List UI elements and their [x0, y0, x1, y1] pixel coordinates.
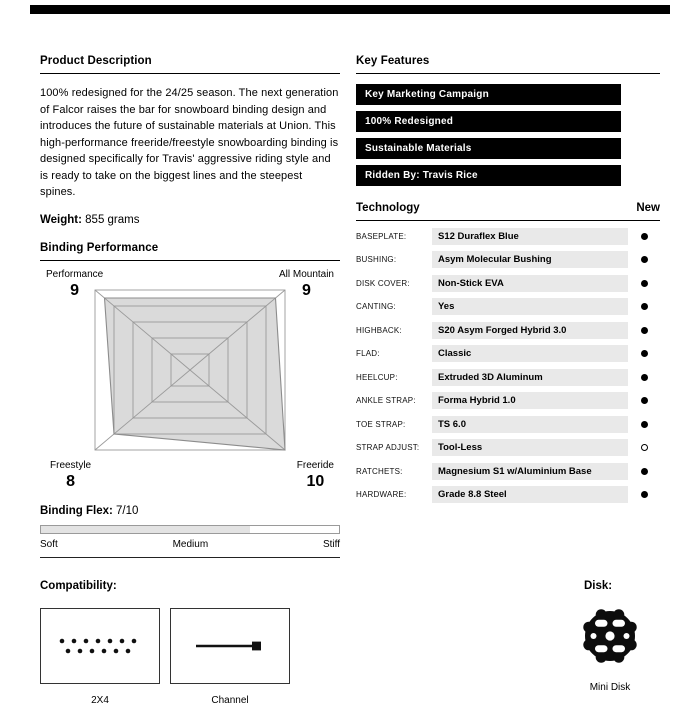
feature-bar: Key Marketing Campaign	[356, 84, 621, 105]
radar-axis-freeride	[297, 460, 334, 491]
tech-row	[356, 463, 660, 480]
new-dot-filled-icon	[628, 280, 660, 287]
tech-row	[356, 228, 660, 245]
left-column	[40, 55, 340, 558]
tech-row-label: STRAP ADJUST:	[356, 443, 420, 452]
tech-row-label: HEELCUP:	[356, 372, 398, 382]
feature-bar: Sustainable Materials	[356, 138, 621, 159]
tech-row-value: Classic	[432, 345, 628, 362]
technology-table	[356, 228, 660, 504]
new-dot-filled-icon	[628, 327, 660, 334]
compat-labels	[40, 695, 290, 706]
new-dot-hollow-icon	[628, 444, 660, 451]
technology-heading: Technology	[356, 202, 420, 214]
compatibility-heading: Compatibility:	[40, 579, 117, 592]
axis-label: All Mountain	[278, 268, 334, 280]
key-features-heading: Key Features	[356, 55, 660, 74]
new-dot-filled-icon	[628, 374, 660, 381]
flex-meter	[40, 525, 340, 534]
tech-row-value: S20 Asym Forged Hybrid 3.0	[432, 322, 628, 339]
tech-row-value: Tool-Less	[432, 439, 628, 456]
flex-bar-fill	[41, 526, 250, 533]
tech-row	[356, 486, 660, 503]
new-column-heading: New	[636, 202, 660, 214]
tech-row-value: Magnesium S1 w/Aluminium Base	[432, 463, 628, 480]
tech-row	[356, 392, 660, 409]
tech-row	[356, 275, 660, 292]
radar-chart	[40, 269, 340, 491]
radar-axis-performance	[46, 269, 103, 300]
technology-heading-row	[356, 202, 660, 221]
binding-flex-line	[40, 505, 340, 517]
mini-disk-icon	[560, 606, 660, 671]
axis-label: Freestyle	[50, 459, 92, 471]
radar-axis-freestyle	[50, 460, 91, 491]
tech-row	[356, 298, 660, 315]
weight-value: 855 grams	[81, 213, 140, 226]
tech-row-value: Yes	[432, 298, 628, 315]
tech-row-label: HIGHBACK:	[356, 325, 402, 335]
bottom-section	[40, 580, 660, 706]
flex-scale-soft: Soft	[40, 538, 58, 550]
compat-box-channel	[170, 608, 290, 684]
tech-row-label: HARDWARE:	[356, 490, 407, 499]
compat-label-2x4: 2X4	[91, 694, 109, 706]
new-dot-filled-icon	[628, 491, 660, 498]
radar-chart-svg	[90, 285, 290, 455]
axis-value: 9	[302, 281, 311, 299]
weight-label: Weight:	[40, 213, 82, 226]
tech-row	[356, 439, 660, 456]
axis-label: Freeride	[296, 459, 334, 471]
new-dot-filled-icon	[628, 350, 660, 357]
axis-value: 10	[306, 472, 325, 490]
channel-icon	[190, 638, 270, 654]
new-dot-filled-icon	[628, 233, 660, 240]
axis-value: 9	[70, 281, 80, 299]
disk-block	[560, 580, 660, 706]
tech-row-value: Extruded 3D Aluminum	[432, 369, 628, 386]
tech-row	[356, 322, 660, 339]
product-description-heading: Product Description	[40, 55, 340, 74]
tech-row-value: Forma Hybrid 1.0	[432, 392, 628, 409]
radar-axis-all-mountain	[279, 269, 334, 300]
tech-row-label: BASEPLATE:	[356, 231, 407, 241]
disk-heading: Disk:	[584, 579, 613, 592]
tech-row-label: TOE STRAP:	[356, 419, 406, 429]
binding-flex-value: 7/10	[112, 504, 139, 517]
tech-row-label: DISK COVER:	[356, 278, 410, 288]
binding-performance-heading: Binding Performance	[40, 242, 340, 261]
feature-bar: 100% Redesigned	[356, 111, 621, 132]
new-dot-filled-icon	[628, 256, 660, 263]
flex-scale-stiff: Stiff	[322, 538, 340, 550]
tech-row	[356, 416, 660, 433]
compat-label-channel: Channel	[211, 694, 249, 706]
feature-bar: Ridden By: Travis Rice	[356, 165, 621, 186]
tech-row-value: Asym Molecular Bushing	[432, 251, 628, 268]
tech-row-label: CANTING:	[356, 302, 396, 311]
tech-row	[356, 369, 660, 386]
axis-value: 8	[66, 472, 76, 490]
compatibility-block	[40, 580, 290, 706]
new-dot-filled-icon	[628, 421, 660, 428]
flex-scale	[40, 539, 340, 558]
tech-row-label: FLAD:	[356, 349, 380, 358]
disk-label: Mini Disk	[589, 681, 631, 693]
tech-row-value: Grade 8.8 Steel	[432, 486, 628, 503]
weight-line	[40, 214, 340, 226]
product-description-text: 100% redesigned for the 24/25 season. The next generation of Falcor raises the bar for snowboard binding design and introduces the future of sustainable materials at Union. This high-performance freeride/freestyle snowboarding binding is designed specifically for Travis' aggressive riding style and is ready to take on the biggest lines and the steepest spines.	[40, 87, 339, 198]
new-dot-filled-icon	[628, 397, 660, 404]
tech-row-label: RATCHETS:	[356, 466, 403, 476]
tech-row-label: ANKLE STRAP:	[356, 396, 416, 405]
tech-row-value: TS 6.0	[432, 416, 628, 433]
tech-row-value: Non-Stick EVA	[432, 275, 628, 292]
page-content	[40, 55, 660, 706]
flex-scale-medium: Medium	[172, 538, 209, 550]
new-dot-filled-icon	[628, 303, 660, 310]
new-dot-filled-icon	[628, 468, 660, 475]
right-column	[356, 55, 660, 558]
tech-row-value: S12 Duraflex Blue	[432, 228, 628, 245]
tech-row-label: BUSHING:	[356, 255, 397, 264]
top-accent-bar	[30, 5, 670, 14]
key-features-list	[356, 84, 660, 186]
compat-box-2x4	[40, 608, 160, 684]
tech-row	[356, 251, 660, 268]
dot-grid-icon	[54, 633, 146, 659]
axis-label: Performance	[46, 268, 104, 280]
tech-row	[356, 345, 660, 362]
binding-flex-label: Binding Flex:	[40, 504, 113, 517]
